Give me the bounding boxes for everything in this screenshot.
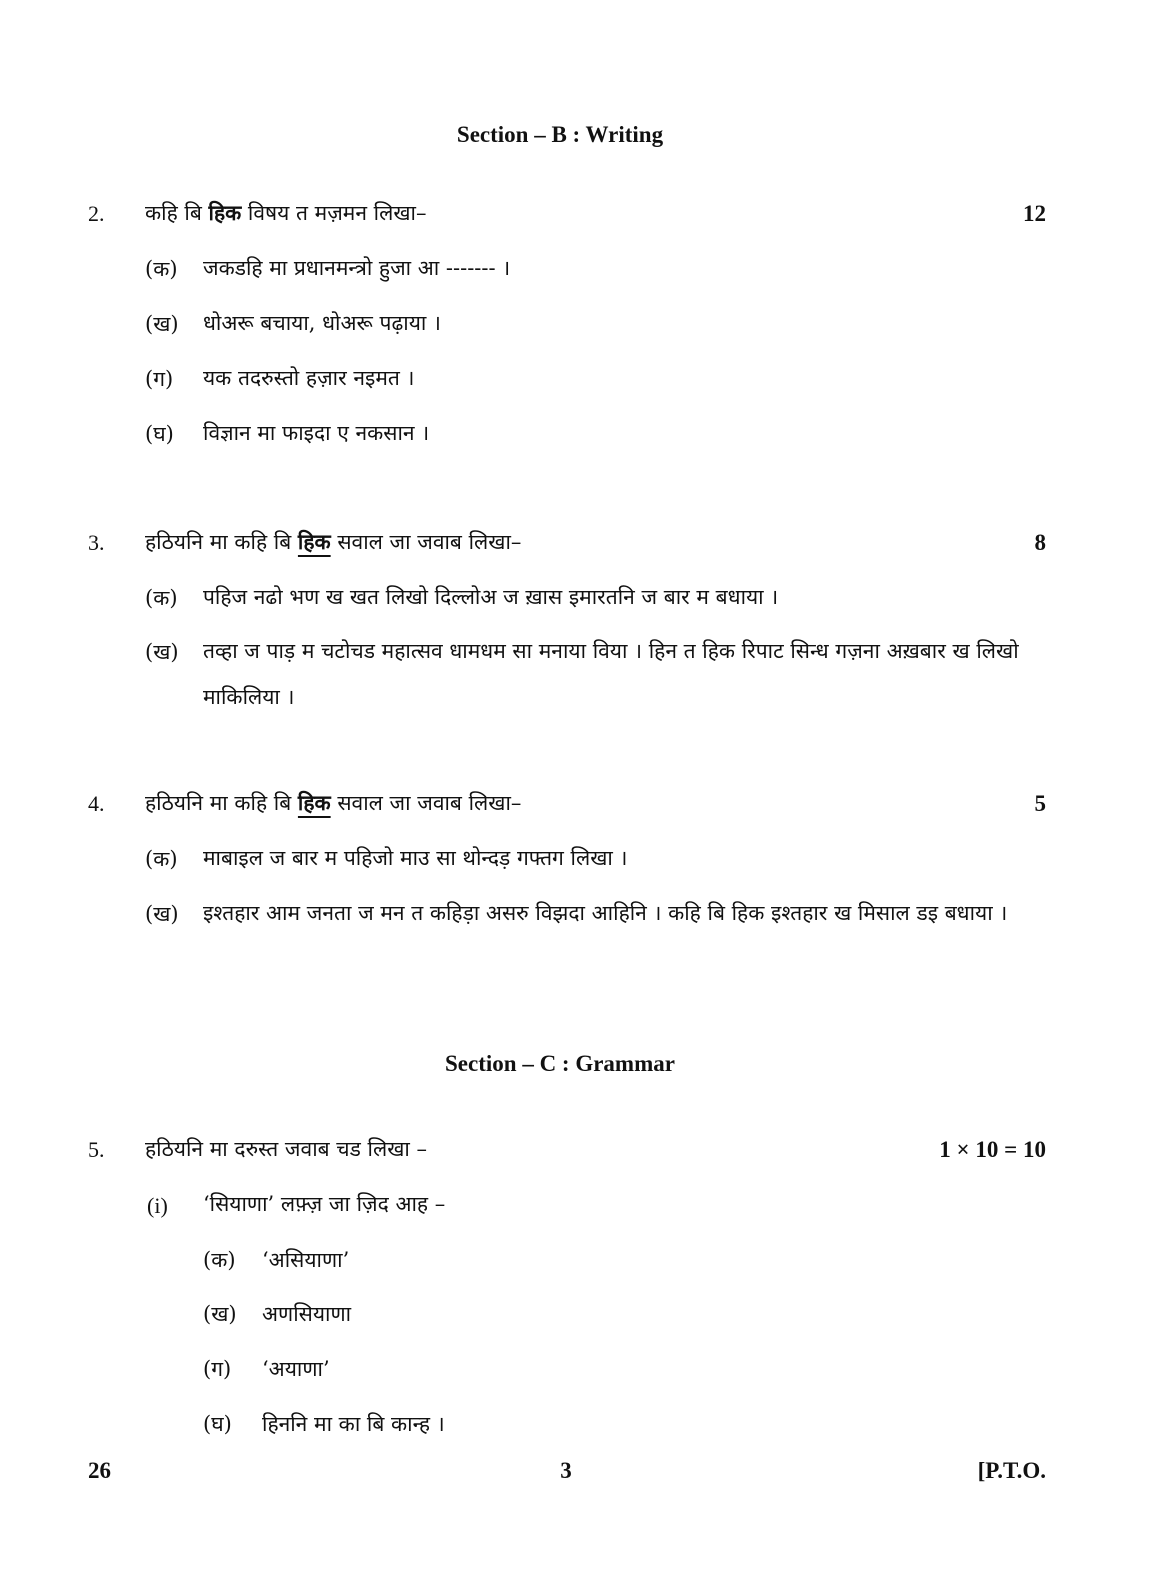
q3-option-label: (ख) — [145, 640, 179, 664]
q5-option-text: ‘अयाणा’ — [262, 1357, 330, 1381]
page-number: 3 — [560, 1458, 572, 1483]
q5-option-label: (ख) — [203, 1302, 237, 1326]
question-5-number: 5. — [88, 1137, 105, 1162]
q2-option-label: (घ) — [145, 422, 174, 446]
q4-option-label: (क) — [145, 847, 178, 871]
q2-option-label: (ख) — [145, 312, 179, 336]
question-5-marks: 1 × 10 = 10 — [939, 1137, 1046, 1162]
q5-option-label: (ग) — [203, 1357, 232, 1381]
question-5-text: हठियनि मा दरुस्त जवाब चड लिखा – — [145, 1137, 428, 1161]
q2-option-text: विज्ञान मा फाइदा ए नकसान । — [203, 421, 430, 445]
question-3-text: हठियनि मा कहि बि हिक सवाल जा जवाब लिखा– — [145, 529, 522, 554]
q2-option-label: (क) — [145, 257, 178, 281]
q3-option-text: तव्हा ज पाड़ म चटोचड महात्सव धामधम सा मनाया विया । हिन त हिक रिपाट सिन्ध गज़ना अख़बार ख लिखो माकिलिया । — [203, 639, 1019, 709]
q4-option-label: (ख) — [145, 902, 179, 926]
section-b-heading: Section – B : Writing — [456, 122, 664, 147]
q5-subquestion-label: (i) — [147, 1193, 168, 1218]
q5-option-text: हिननि मा का बि कान्ह । — [262, 1412, 445, 1436]
footer-code: 26 — [88, 1458, 111, 1483]
q4-option-text: माबाइल ज बार म पहिजो माउ सा थोन्दड़ गफ्तग लिखा । — [203, 846, 628, 870]
question-2-text: कहि बि हिक विषय त मज़मन लिखा– — [145, 200, 427, 225]
question-3-marks: 8 — [1034, 530, 1046, 555]
q5-option-text: ‘असियाणा’ — [262, 1248, 350, 1272]
q2-option-label: (ग) — [145, 367, 174, 391]
q5-option-label: (घ) — [203, 1412, 232, 1436]
q5-subquestion-text: ‘सियाणा’ लफ़्ज़ जा ज़िद आह – — [203, 1192, 446, 1216]
q3-option-label: (क) — [145, 586, 178, 610]
question-3-number: 3. — [88, 530, 105, 555]
question-4-marks: 5 — [1034, 791, 1046, 816]
q2-option-text: यक तदरुस्तो हज़ार नइमत । — [203, 366, 415, 390]
q5-option-label: (क) — [203, 1248, 236, 1272]
emphasis-word: हिक — [297, 529, 331, 554]
emphasis-word: हिक — [208, 200, 242, 225]
question-4-number: 4. — [88, 791, 105, 816]
question-2-marks: 12 — [1023, 201, 1046, 226]
q5-option-text: अणसियाणा — [262, 1302, 352, 1326]
q4-option-text: इश्तहार आम जनता ज मन त कहिड़ा असरु विझदा आहिनि । कहि बि हिक इश्तहार ख मिसाल डइ बधाया । — [203, 901, 1008, 925]
section-c-heading: Section – C : Grammar — [445, 1051, 675, 1076]
q3-option-text: पहिज नढो भण ख खत लिखो दिल्लोअ ज ख़ास इमारतनि ज बार म बधाया । — [203, 585, 779, 609]
question-4-text: हठियनि मा कहि बि हिक सवाल जा जवाब लिखा– — [145, 790, 522, 815]
question-2-number: 2. — [88, 201, 105, 226]
q2-option-text: जकडहि मा प्रधानमन्त्रो हुजा आ ------- । — [203, 256, 511, 280]
q2-option-text: धोअरू बचाया, धोअरू पढ़ाया । — [203, 311, 441, 335]
emphasis-word: हिक — [297, 790, 331, 815]
footer-pto: [P.T.O. — [977, 1458, 1046, 1483]
